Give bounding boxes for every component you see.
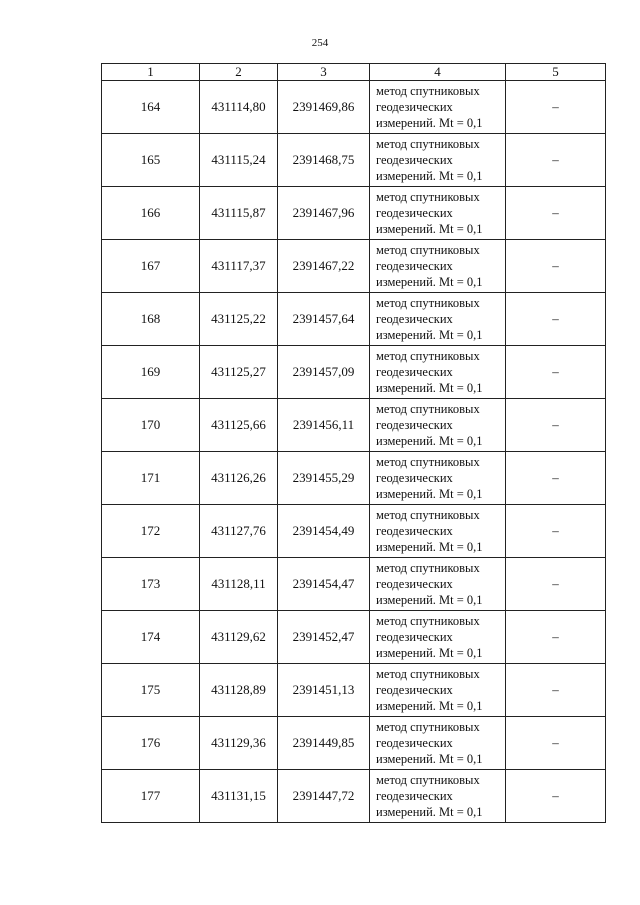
method-line: измерений. Mt = 0,1	[376, 805, 483, 819]
method-line: измерений. Mt = 0,1	[376, 222, 483, 236]
column-header-3: 3	[278, 64, 370, 81]
coordinate-x: 431129,36	[200, 717, 278, 770]
method-line: измерений. Mt = 0,1	[376, 752, 483, 766]
method-line: геодезических	[376, 524, 453, 538]
note-cell: –	[506, 717, 606, 770]
method-description	[370, 187, 506, 240]
point-number: 171	[102, 452, 200, 505]
method-line: метод спутниковых	[376, 720, 480, 734]
point-number: 166	[102, 187, 200, 240]
coordinate-x: 431125,22	[200, 293, 278, 346]
method-line: геодезических	[376, 736, 453, 750]
method-line: геодезических	[376, 153, 453, 167]
note-cell: –	[506, 558, 606, 611]
method-line: метод спутниковых	[376, 190, 480, 204]
method-line: метод спутниковых	[376, 614, 480, 628]
method-line: измерений. Mt = 0,1	[376, 646, 483, 660]
method-description	[370, 346, 506, 399]
table-row	[102, 187, 606, 240]
table-header-row	[102, 64, 606, 81]
method-line: метод спутниковых	[376, 349, 480, 363]
note-cell: –	[506, 505, 606, 558]
column-header-2: 2	[200, 64, 278, 81]
table-row	[102, 81, 606, 134]
method-line: метод спутниковых	[376, 667, 480, 681]
coordinate-x: 431117,37	[200, 240, 278, 293]
point-number: 173	[102, 558, 200, 611]
coordinates-table	[101, 63, 606, 823]
method-description	[370, 664, 506, 717]
method-line: геодезических	[376, 259, 453, 273]
point-number: 169	[102, 346, 200, 399]
method-line: измерений. Mt = 0,1	[376, 540, 483, 554]
method-line: метод спутниковых	[376, 508, 480, 522]
method-line: геодезических	[376, 100, 453, 114]
point-number: 167	[102, 240, 200, 293]
method-line: геодезических	[376, 365, 453, 379]
coordinate-y: 2391454,47	[278, 558, 370, 611]
method-line: метод спутниковых	[376, 561, 480, 575]
table-row	[102, 240, 606, 293]
method-line: геодезических	[376, 206, 453, 220]
method-line: метод спутниковых	[376, 402, 480, 416]
page-number: 254	[311, 37, 329, 49]
table-row	[102, 611, 606, 664]
point-number: 170	[102, 399, 200, 452]
note-cell: –	[506, 399, 606, 452]
coordinate-y: 2391457,09	[278, 346, 370, 399]
note-cell: –	[506, 187, 606, 240]
method-description	[370, 505, 506, 558]
method-description	[370, 558, 506, 611]
note-cell: –	[506, 240, 606, 293]
point-number: 177	[102, 770, 200, 823]
coordinate-y: 2391452,47	[278, 611, 370, 664]
coordinate-y: 2391451,13	[278, 664, 370, 717]
table-row	[102, 399, 606, 452]
coordinate-x: 431129,62	[200, 611, 278, 664]
coordinate-x: 431128,89	[200, 664, 278, 717]
method-line: геодезических	[376, 312, 453, 326]
method-line: измерений. Mt = 0,1	[376, 699, 483, 713]
method-line: геодезических	[376, 471, 453, 485]
point-number: 175	[102, 664, 200, 717]
method-line: метод спутниковых	[376, 243, 480, 257]
method-line: геодезических	[376, 577, 453, 591]
method-description	[370, 717, 506, 770]
coordinate-x: 431125,27	[200, 346, 278, 399]
column-header-1: 1	[102, 64, 200, 81]
method-description	[370, 452, 506, 505]
column-header-5: 5	[506, 64, 606, 81]
method-line: метод спутниковых	[376, 296, 480, 310]
point-number: 174	[102, 611, 200, 664]
coordinate-y: 2391467,96	[278, 187, 370, 240]
coordinate-x: 431126,26	[200, 452, 278, 505]
method-line: измерений. Mt = 0,1	[376, 116, 483, 130]
method-description	[370, 611, 506, 664]
method-line: измерений. Mt = 0,1	[376, 328, 483, 342]
method-description	[370, 399, 506, 452]
method-line: измерений. Mt = 0,1	[376, 381, 483, 395]
table-row	[102, 452, 606, 505]
coordinate-y: 2391447,72	[278, 770, 370, 823]
table-row	[102, 134, 606, 187]
coordinate-x: 431115,24	[200, 134, 278, 187]
coordinate-y: 2391468,75	[278, 134, 370, 187]
method-description	[370, 293, 506, 346]
table-row	[102, 293, 606, 346]
method-line: геодезических	[376, 630, 453, 644]
method-line: измерений. Mt = 0,1	[376, 434, 483, 448]
coordinate-y: 2391456,11	[278, 399, 370, 452]
point-number: 176	[102, 717, 200, 770]
coordinate-y: 2391469,86	[278, 81, 370, 134]
method-line: измерений. Mt = 0,1	[376, 593, 483, 607]
method-line: измерений. Mt = 0,1	[376, 169, 483, 183]
method-description	[370, 770, 506, 823]
method-description	[370, 81, 506, 134]
point-number: 172	[102, 505, 200, 558]
note-cell: –	[506, 81, 606, 134]
method-line: геодезических	[376, 418, 453, 432]
coordinate-y: 2391467,22	[278, 240, 370, 293]
coordinate-y: 2391457,64	[278, 293, 370, 346]
coordinate-x: 431131,15	[200, 770, 278, 823]
note-cell: –	[506, 452, 606, 505]
method-line: геодезических	[376, 789, 453, 803]
note-cell: –	[506, 134, 606, 187]
table-row	[102, 717, 606, 770]
coordinate-x: 431127,76	[200, 505, 278, 558]
point-number: 168	[102, 293, 200, 346]
coordinate-y: 2391455,29	[278, 452, 370, 505]
table-row	[102, 346, 606, 399]
coordinate-y: 2391454,49	[278, 505, 370, 558]
method-description	[370, 134, 506, 187]
method-line: измерений. Mt = 0,1	[376, 275, 483, 289]
coordinate-x: 431128,11	[200, 558, 278, 611]
column-header-4: 4	[370, 64, 506, 81]
table-row	[102, 558, 606, 611]
note-cell: –	[506, 293, 606, 346]
method-line: метод спутниковых	[376, 455, 480, 469]
point-number: 164	[102, 81, 200, 134]
note-cell: –	[506, 611, 606, 664]
method-line: геодезических	[376, 683, 453, 697]
method-line: метод спутниковых	[376, 773, 480, 787]
method-line: метод спутниковых	[376, 84, 480, 98]
coordinate-x: 431125,66	[200, 399, 278, 452]
note-cell: –	[506, 770, 606, 823]
table-row	[102, 505, 606, 558]
note-cell: –	[506, 664, 606, 717]
note-cell: –	[506, 346, 606, 399]
method-line: измерений. Mt = 0,1	[376, 487, 483, 501]
method-description	[370, 240, 506, 293]
method-line: метод спутниковых	[376, 137, 480, 151]
table-row	[102, 770, 606, 823]
table-row	[102, 664, 606, 717]
coordinate-x: 431114,80	[200, 81, 278, 134]
coordinate-x: 431115,87	[200, 187, 278, 240]
point-number: 165	[102, 134, 200, 187]
coordinate-y: 2391449,85	[278, 717, 370, 770]
